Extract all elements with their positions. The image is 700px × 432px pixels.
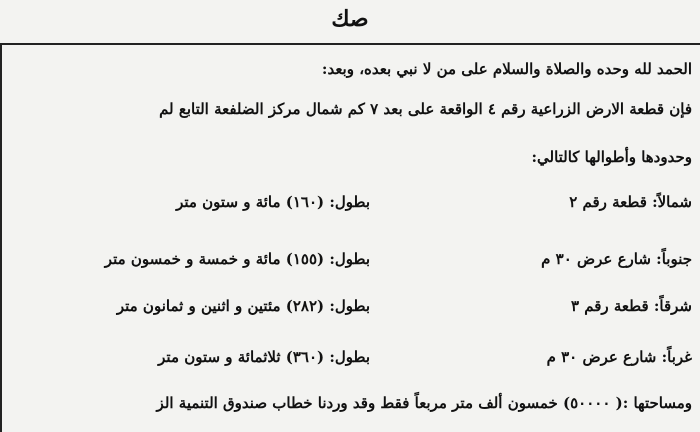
boundary-direction: غرباً: شارع عرض ٣٠ م	[546, 348, 692, 366]
boundary-direction: جنوباً: شارع عرض ٣٠ م	[541, 250, 692, 268]
boundary-direction: شمالاً: قطعة رقم ٢	[569, 193, 692, 211]
document-title: صك	[331, 6, 369, 32]
land-description-line: فإن قطعة الارض الزراعية رقم ٤ الواقعة على بعد ٧ كم شمال مركز الضلفعة التابع لم	[159, 100, 692, 118]
frame-top-border	[0, 43, 700, 45]
area-line: ومساحتها :( ٥٠٠٠٠) خمسون ألف متر مربعاً فقط وقد وردنا خطاب صندوق التنمية الز	[156, 394, 692, 412]
boundary-direction: شرقاً: قطعة رقم ٣	[570, 297, 692, 315]
boundary-length: بطول: (١٦٠) مائة و ستون متر	[176, 193, 370, 211]
frame-left-border	[0, 43, 2, 432]
boundary-length: بطول: (٣٦٠) ثلاثمائة و ستون متر	[158, 348, 370, 366]
boundaries-intro: وحدودها وأطوالها كالتالي:	[531, 148, 692, 166]
greeting-line: الحمد لله وحده والصلاة والسلام على من لا نبي بعده، وبعد:	[321, 60, 692, 78]
boundary-length: بطول: (١٥٥) مائة و خمسة و خمسون متر	[104, 250, 370, 268]
boundary-length: بطول: (٢٨٢) مئتين و اثنين و ثمانون متر	[116, 297, 370, 315]
